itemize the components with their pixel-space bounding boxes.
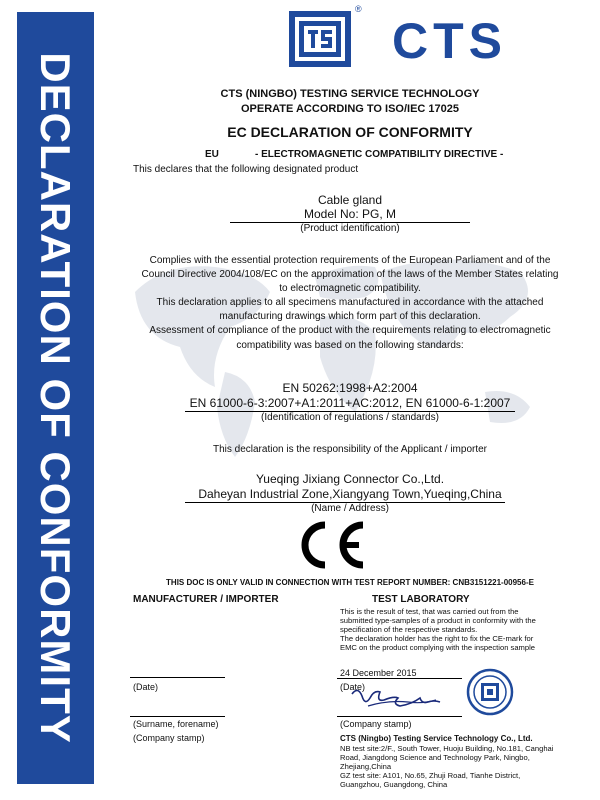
lab-address-2: Road, Jiangdong Science and Technology Park, Ningbo, xyxy=(340,753,530,762)
directive-name: - ELECTROMAGNETIC COMPATIBILITY DIRECTIVE - xyxy=(255,149,504,160)
product-model: Model No: PG, M xyxy=(303,207,397,221)
lab-date-line xyxy=(337,678,462,679)
manufacturer-name-line xyxy=(130,716,225,717)
logo-wordmark: CTS xyxy=(392,13,507,69)
manufacturer-heading: MANUFACTURER / IMPORTER xyxy=(133,594,279,605)
applicant-name: Yueqing Jixiang Connector Co.,Ltd. xyxy=(255,472,445,486)
manufacturer-name-label: (Surname, forename) xyxy=(133,719,219,729)
product-caption: (Product identification) xyxy=(300,223,400,234)
product-name: Cable gland xyxy=(317,193,383,207)
lab-seal-icon xyxy=(466,668,514,716)
cts-logo-icon xyxy=(288,10,352,68)
standards-caption: (Identification of regulations / standards) xyxy=(261,412,439,423)
lab-desc-3: specification of the respective standards. xyxy=(340,625,478,634)
lab-address-1: NB test site:2/F., South Tower, Huoju Building, No.181, Canghai xyxy=(340,744,554,753)
standard-2: EN 61000-6-3:2007+A1:2011+AC:2012, EN 61000-6-1:2007 xyxy=(189,396,511,410)
page-title: EC DECLARATION OF CONFORMITY xyxy=(227,124,473,140)
body-text-4: This declaration applies to all specimens manufactured in accordance with the attached xyxy=(156,297,544,308)
lab-stamp-line xyxy=(337,716,462,717)
manufacturer-stamp-label: (Company stamp) xyxy=(133,733,205,743)
lab-stamp-label: (Company stamp) xyxy=(340,719,412,729)
lab-date-label: (Date) xyxy=(340,682,366,692)
manufacturer-date-label: (Date) xyxy=(133,682,159,692)
lab-heading: TEST LABORATORY xyxy=(372,594,470,605)
lab-desc-1: This is the result of test, that was carried out from the xyxy=(340,607,519,616)
lab-desc-4: The declaration holder has the right to fix the CE-mark for xyxy=(340,634,534,643)
directive-eu: EU xyxy=(205,149,219,160)
lab-address-4: GZ test site: A101, No.65, Zhuji Road, Tianhe District, xyxy=(340,771,521,780)
org-name: CTS (NINGBO) TESTING SERVICE TECHNOLOGY xyxy=(220,88,480,100)
lab-desc-5: EMC on the product complying with the inspection sample xyxy=(340,643,536,652)
applicant-address: Daheyan Industrial Zone,Xiangyang Town,Yueqing,China xyxy=(198,487,502,501)
standard-1: EN 50262:1998+A2:2004 xyxy=(282,381,418,395)
body-text-3: to electromagnetic compatibility. xyxy=(279,283,421,294)
ce-mark-icon xyxy=(293,519,368,571)
body-text-1: Complies with the essential protection requirements of the European Parliament and of the xyxy=(149,255,551,266)
body-text-5: manufacturing drawings which form part of this declaration. xyxy=(219,311,481,322)
lab-date-value: 24 December 2015 xyxy=(340,668,417,678)
body-text-2: Council Directive 2004/108/EC on the approximation of the laws of the Member States relating xyxy=(141,269,559,280)
signature-icon xyxy=(348,684,443,716)
lab-desc-2: submitted type-samples of a product in conformity with the xyxy=(340,616,536,625)
validity-note: THIS DOC IS ONLY VALID IN CONNECTION WITH TEST REPORT NUMBER: CNB3151221-00956-E xyxy=(166,578,534,587)
lab-address-3: Zhejiang,China xyxy=(340,762,392,771)
accreditation: OPERATE ACCORDING TO ISO/IEC 17025 xyxy=(240,103,459,115)
side-title: DECLARATION OF CONFORMITY xyxy=(32,52,79,744)
applicant-caption: (Name / Address) xyxy=(311,503,389,514)
lab-company: CTS (Ningbo) Testing Service Technology Co., Ltd. xyxy=(340,734,533,743)
registered-mark: ® xyxy=(355,4,362,14)
manufacturer-date-line xyxy=(130,677,225,678)
intro-text: This declares that the following designated product xyxy=(133,164,359,175)
body-text-7: compatibility was based on the following standards: xyxy=(236,340,464,351)
lab-address-5: Guangzhou, Guangdong, China xyxy=(340,780,448,789)
body-text-6: Assessment of compliance of the product with the requirements relating to electromagnetic xyxy=(149,325,551,336)
responsibility-text: This declaration is the responsibility of the Applicant / importer xyxy=(212,444,488,455)
